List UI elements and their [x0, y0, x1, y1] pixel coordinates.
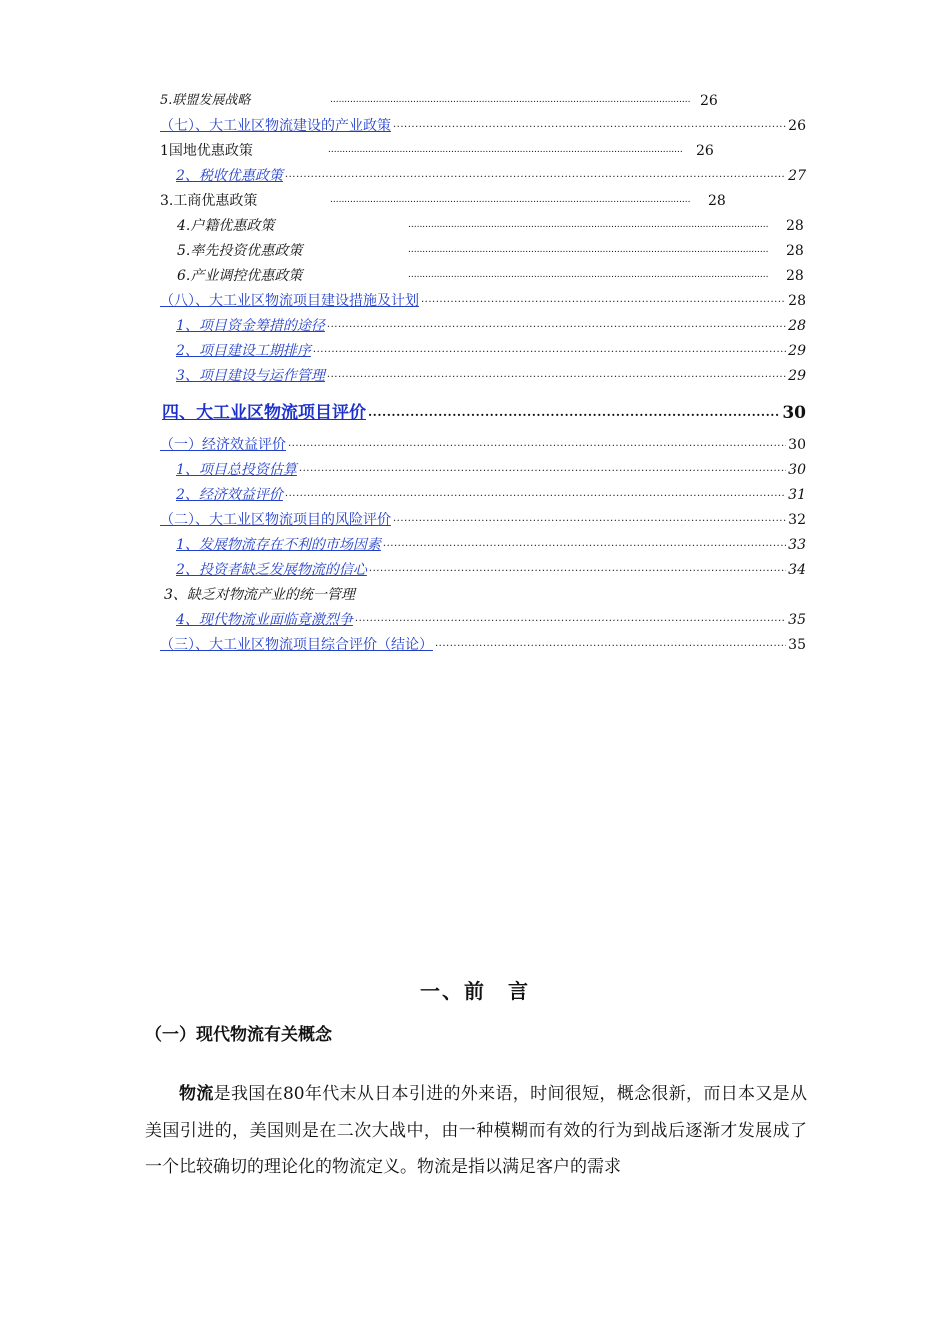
toc-page-number: 32 — [788, 512, 806, 528]
toc-entry — [177, 263, 397, 285]
toc-page-number: 30 — [788, 462, 806, 478]
toc-entry-page: 26 — [700, 93, 718, 109]
toc-leader-dots — [408, 220, 768, 230]
toc-link-label[interactable]: 1、项目资金筹措的途径 — [176, 318, 325, 334]
toc-entry — [177, 238, 397, 260]
toc-leader-dots — [368, 405, 780, 419]
toc-entry-page: 28 — [786, 243, 804, 259]
toc-link[interactable] — [176, 532, 806, 554]
toc-leader-dots — [328, 145, 683, 155]
toc-link-label[interactable]: （八）、大工业区物流项目建设措施及计划 — [160, 293, 419, 309]
toc-entry-label: 3.工商优惠政策 — [160, 193, 258, 209]
toc-link-label[interactable]: 2、投资者缺乏发展物流的信心 — [176, 562, 367, 578]
toc-link[interactable] — [160, 113, 806, 135]
toc-link-label[interactable]: 3、项目建设与运作管理 — [176, 368, 325, 384]
toc-link-label[interactable]: （二）、大工业区物流项目的风险评价 — [160, 512, 391, 528]
body-paragraph — [145, 1076, 807, 1186]
toc-entry-page: 28 — [786, 268, 804, 284]
toc-link[interactable] — [160, 432, 806, 454]
toc-leader-dots — [355, 612, 786, 626]
toc-link[interactable] — [176, 313, 806, 335]
toc-link-label[interactable]: 2、项目建设工期排序 — [176, 343, 311, 359]
toc-page-number: 27 — [788, 168, 806, 184]
toc-page-number: 30 — [782, 403, 806, 423]
toc-link[interactable] — [176, 607, 806, 629]
toc-entry-page: 28 — [708, 193, 726, 209]
toc-page-number: 34 — [788, 562, 806, 578]
toc-link[interactable] — [176, 163, 806, 185]
toc-link-label[interactable]: （三）、大工业区物流项目综合评价（结论） — [160, 637, 433, 653]
toc-link[interactable] — [160, 507, 806, 529]
toc-link-label[interactable]: 2、税收优惠政策 — [176, 168, 283, 184]
toc-leader-dots — [408, 270, 768, 280]
toc-link-label[interactable]: 1、发展物流存在不利的市场因素 — [176, 537, 381, 553]
toc-leader-dots — [288, 437, 786, 451]
toc-link-label[interactable]: （七）、大工业区物流建设的产业政策 — [160, 118, 391, 134]
toc-page-number: 26 — [788, 118, 806, 134]
toc-entry-label: 6.产业调控优惠政策 — [177, 268, 303, 284]
toc-entry — [177, 213, 397, 235]
paragraph-text: 是我国在80年代末从日本引进的外来语，时间很短，概念很新，而日本又是从美国引进的，美国则是在二次大战中，由一种模糊而有效的行为到战后逐渐才发展成了一个比较确切的理论化的物流定义。物流是指以满足客户的需求 — [145, 1084, 807, 1177]
toc-page-number: 35 — [788, 637, 806, 653]
toc-entry — [164, 582, 564, 604]
toc-link[interactable] — [176, 482, 806, 504]
toc-entry-label: 5.联盟发展战略 — [160, 93, 251, 108]
toc-link-label[interactable]: （一）经济效益评价 — [160, 437, 286, 453]
toc-leader-dots — [330, 195, 690, 205]
toc-page-number: 29 — [788, 368, 806, 384]
toc-heading-link[interactable] — [162, 396, 806, 422]
toc-link-label[interactable]: 1、项目总投资估算 — [176, 462, 297, 478]
toc-link[interactable] — [176, 457, 806, 479]
toc-leader-dots — [393, 118, 786, 132]
toc-entry-label: 4.户籍优惠政策 — [177, 218, 275, 234]
toc-leader-dots — [285, 168, 786, 182]
toc-entry-label: 3、缺乏对物流产业的统一管理 — [164, 587, 355, 603]
toc-leader-dots — [327, 318, 786, 332]
toc-link[interactable] — [176, 363, 806, 385]
toc-link[interactable] — [176, 557, 806, 579]
toc-page-number: 28 — [788, 293, 806, 309]
toc-leader-dots — [285, 487, 786, 501]
toc-page-number: 29 — [788, 343, 806, 359]
toc-link-label[interactable]: 4、现代物流业面临竟激烈争 — [176, 612, 353, 628]
toc-leader-dots — [327, 368, 786, 382]
toc-leader-dots — [393, 512, 786, 526]
toc-leader-dots — [313, 343, 786, 357]
toc-link[interactable] — [176, 338, 806, 360]
toc-leader-dots — [330, 95, 690, 105]
toc-leader-dots — [369, 562, 786, 576]
section-title: 一、前 言 — [420, 979, 530, 1003]
toc-page-number: 28 — [788, 318, 806, 334]
toc-entry-label: 1国地优惠政策 — [160, 143, 253, 159]
toc-page-number: 33 — [788, 537, 806, 553]
toc-page-number: 31 — [788, 487, 806, 503]
toc-leader-dots — [435, 637, 786, 651]
toc-leader-dots — [421, 293, 786, 307]
toc-entry-page: 28 — [786, 218, 804, 234]
toc-entry-page: 26 — [696, 143, 714, 159]
toc-page-number: 30 — [788, 437, 806, 453]
toc-leader-dots — [408, 245, 768, 255]
toc-link-label[interactable]: 2、经济效益评价 — [176, 487, 283, 503]
toc-leader-dots — [299, 462, 786, 476]
toc-link[interactable] — [160, 632, 806, 654]
toc-link-label[interactable]: 四、大工业区物流项目评价 — [162, 403, 366, 423]
toc-link[interactable] — [160, 288, 806, 310]
bold-term: 物流 — [179, 1084, 214, 1104]
toc-page-number: 35 — [788, 612, 806, 628]
subsection-title: （一）现代物流有关概念 — [145, 1025, 332, 1045]
toc-entry-label: 5.率先投资优惠政策 — [177, 243, 303, 259]
toc-leader-dots — [383, 537, 786, 551]
